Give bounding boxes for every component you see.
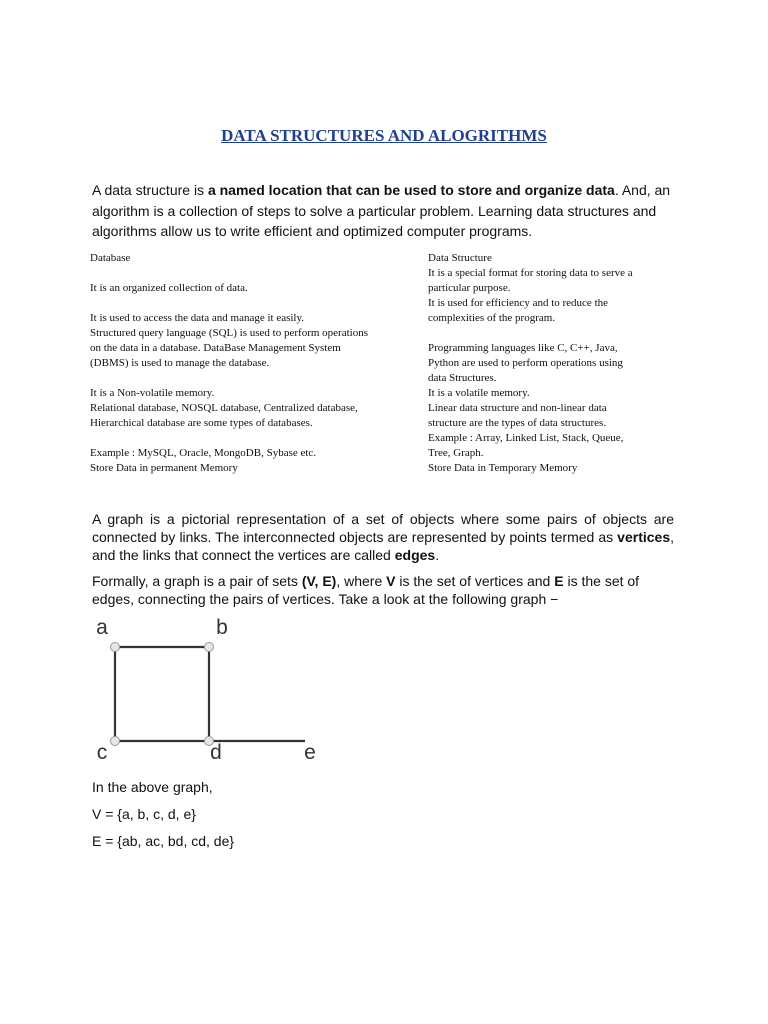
data-structure-column-line: Data Structure (428, 252, 492, 264)
vertex-label-e: e (304, 741, 316, 764)
database-column-line: It is used to access the data and manage it easily. (90, 312, 305, 324)
vertex-label-b: b (216, 618, 228, 639)
database-column-line: It is an organized collection of data. (90, 282, 248, 294)
graph-para1-part3: . (435, 547, 440, 563)
database-column-line: Structured query language (SQL) is used to perform operations (90, 327, 368, 339)
data-structure-column-line: Example : Array, Linked List, Stack, Queue, (428, 432, 624, 444)
data-structure-column-line: structure are the types of data structures. (428, 417, 607, 429)
data-structure-column-line: It is a volatile memory. (428, 387, 530, 399)
data-structure-column-line: complexities of the program. (428, 312, 556, 324)
intro-text-start: A data structure is (92, 182, 208, 198)
vertex-label-c: c (96, 741, 108, 764)
vertices-term: vertices (617, 529, 671, 545)
graph-para2-part2: , where (336, 573, 387, 589)
database-column-spacer (90, 371, 420, 386)
vertex-label-a: a (96, 618, 108, 639)
graph-definition-paragraph (92, 510, 674, 564)
database-column-spacer (90, 431, 420, 446)
database-column-spacer (90, 296, 420, 311)
intro-text-end: . And, an algorithm is a collection of steps to solve a particular problem. Learning data structures and algorithms allow us to write efficient and optimized computer programs. (92, 182, 671, 239)
graph-intro-line: In the above graph, (92, 779, 213, 795)
database-column-line: Relational database, NOSQL database, Centralized database, (90, 402, 358, 414)
page-title: DATA STRUCTURES AND ALOGRITHMS (221, 126, 547, 145)
data-structure-column-line: Linear data structure and non-linear data (428, 402, 607, 414)
intro-bold-definition: a named location that can be used to store and organize data (207, 182, 615, 198)
graph-para2-part1: Formally, a graph is a pair of sets (92, 573, 302, 589)
graph-para1-part1: A graph is a pictorial representation of a set of objects where some pairs of objects are connected by links. The interconnected objects are represented by points termed as (92, 511, 674, 545)
vertex-set-line: V = {a, b, c, d, e} (92, 806, 196, 822)
database-column-line: It is a Non-volatile memory. (90, 387, 215, 399)
data-structure-column-line: Python are used to perform operations using (428, 357, 623, 369)
database-column-line: Store Data in permanent Memory (90, 462, 238, 474)
database-column-line: Database (90, 252, 131, 264)
data-structure-column-line: Tree, Graph. (428, 447, 484, 459)
vertex-b (205, 643, 214, 652)
data-structure-column-line: Programming languages like C, C++, Java, (428, 342, 618, 354)
database-column-line: Hierarchical database are some types of databases. (90, 417, 313, 429)
intro-paragraph (92, 180, 682, 242)
data-structure-column (428, 251, 678, 476)
graph-para2-part4: is the set of edges, connecting the pairs of vertices. Take a look at the following graph − (92, 573, 640, 607)
v-term: V (386, 573, 396, 589)
database-column-line: Example : MySQL, Oracle, MongoDB, Sybase etc. (90, 447, 317, 459)
graph-formal-paragraph (92, 572, 674, 608)
edges-term: edges (394, 547, 436, 563)
graph-para1-part2: , and the links that connect the vertices are called (92, 529, 674, 563)
data-structure-column-line: It is used for efficiency and to reduce the (428, 297, 609, 309)
e-term: E (554, 573, 564, 589)
data-structure-column-line: particular purpose. (428, 282, 511, 294)
database-column-line: on the data in a database. DataBase Management System (90, 342, 341, 354)
vertex-a (111, 643, 120, 652)
graph-diagram (80, 618, 340, 778)
data-structure-column-spacer (428, 326, 678, 341)
database-column-spacer (90, 266, 420, 281)
database-column-line: (DBMS) is used to manage the database. (90, 357, 270, 369)
graph-para2-part3: is the set of vertices and (395, 573, 555, 589)
data-structure-column-line: Store Data in Temporary Memory (428, 462, 578, 474)
data-structure-column-line: It is a special format for storing data to serve a (428, 267, 633, 279)
database-column (90, 251, 420, 476)
vertex-c (111, 737, 120, 746)
vertex-label-d: d (210, 741, 222, 764)
data-structure-column-line: data Structures. (428, 372, 497, 384)
edge-set-line: E = {ab, ac, bd, cd, de} (92, 833, 235, 849)
ve-pair-term: (V, E) (301, 573, 337, 589)
